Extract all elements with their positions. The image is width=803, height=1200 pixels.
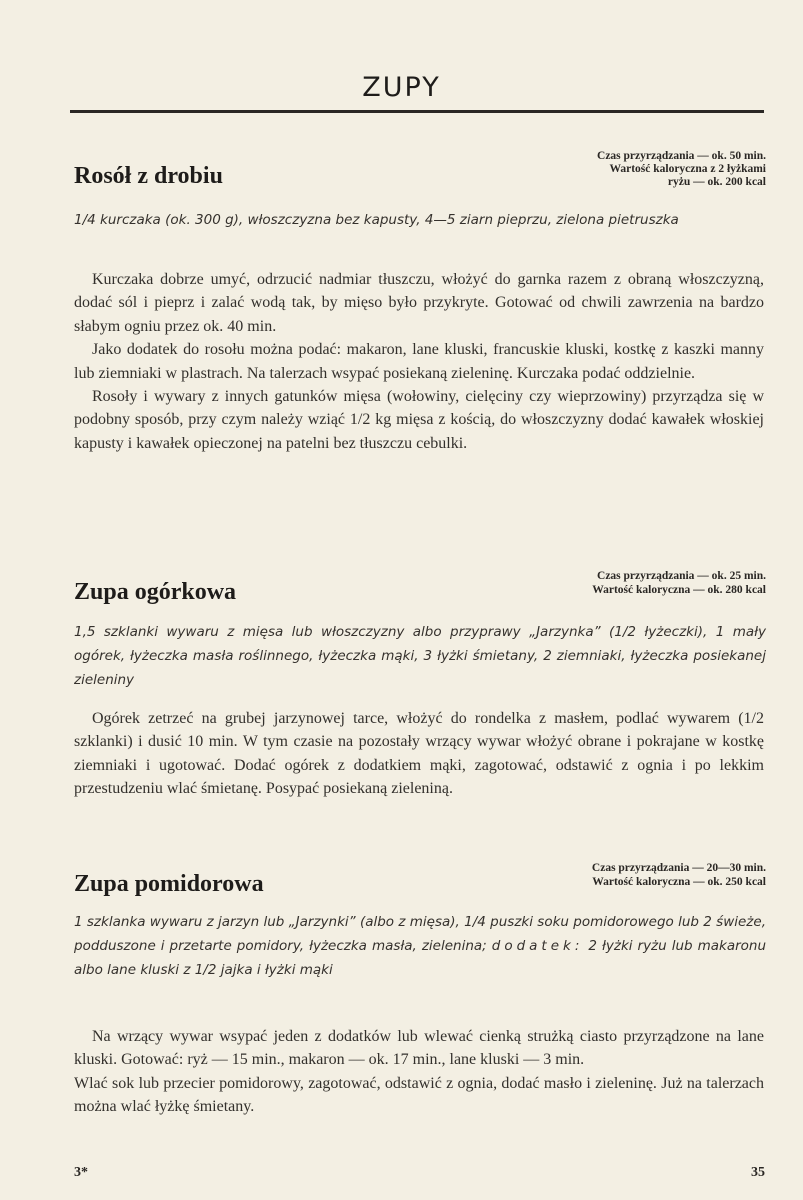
title-divider	[70, 110, 764, 113]
instruction-paragraph: Kurczaka dobrze umyć, odrzucić nadmiar tłuszczu, włożyć do garnka razem z obraną włoszczyzną, dodać sól i pieprz i zalać wodą tak, by mięso było przykryte. Gotować od chwili zawrzenia na bardzo słabym ogniu przez ok. 40 min.	[74, 271, 764, 335]
ingredients-label: dodatek:	[491, 938, 584, 954]
meta-line: Wartość kaloryczna — ok. 250 kcal	[592, 876, 766, 888]
instructions	[74, 1025, 764, 1119]
recipe-header	[74, 566, 766, 612]
instruction-paragraph: Rosoły i wywary z innych gatunków mięsa (wołowiny, cielęciny czy wieprzowiny) przyrządza się w podobny sposób, przy czym należy wziąć 1/2 kg mięsa z kością, do włoszczyzny dodać kawałek włoskiej kapusty i kawałek opieczonej na patelni bez tłuszczu cebulki.	[74, 388, 764, 452]
recipe-header	[74, 858, 766, 904]
ingredients-text: 2 łyżki ryżu lub makaronu albo lane kluski z 1/2 jajka i łyżki mąki	[74, 938, 767, 978]
page-number: 35	[751, 1165, 765, 1180]
recipe-header	[74, 150, 766, 196]
meta-line: Czas przyrządzania — 20—30 min.	[591, 862, 766, 874]
instruction-paragraph: Na wrzący wywar wsypać jeden z dodatków lub wlewać cienką strużką ciasto przyrządzone na lane kluski. Gotować: ryż — 15 min., makaron — ok. 17 min., lane kluski — 3 min.	[74, 1028, 764, 1069]
recipe-title: Zupa pomidorowa	[74, 871, 264, 897]
ingredients-list: 1/4 kurczaka (ok. 300 g), włoszczyzna bez kapusty, 4—5 ziarn pieprzu, zielona pietruszka	[74, 212, 679, 228]
meta-line: Wartość kaloryczna — ok. 280 kcal	[592, 584, 766, 596]
ingredients-text: 1 szklanka wywaru z jarzyn lub „Jarzynki” (albo z mięsa), 1/4 puszki soku pomidorowego lub 2 świeże, podduszone i przetarte pomidory, łyżeczka masła, zielenina;	[74, 914, 766, 954]
recipe-meta	[592, 861, 766, 889]
instructions	[74, 707, 764, 801]
recipe-title: Zupa ogórkowa	[74, 579, 237, 605]
recipe-meta	[597, 150, 766, 189]
instruction-paragraph: Ogórek zetrzeć na grubej jarzynowej tarce, włożyć do rondelka z masłem, podlać wywarem (1/2 szklanki) i dusić 10 min. W tym czasie na pozostały wrzący wywar włożyć obrane i pokrajane w kostkę ziemniaki i ugotować. Dodać ogórek z dodatkiem mąki, zagotować, odstawić z ognia i po lekkim przestudzeniu wlać śmietanę. Posypać posiekaną zieleniną.	[74, 710, 764, 798]
meta-line: Czas przyrządzania — ok. 25 min.	[597, 570, 766, 582]
instructions	[74, 268, 764, 455]
instruction-paragraph: Wlać sok lub przecier pomidorowy, zagotować, odstawić z ognia, dodać masło i zieleninę. Już na talerzach można wlać łyżkę śmietany.	[74, 1074, 764, 1116]
meta-line: Wartość kaloryczna z 2 łyżkami	[609, 163, 766, 175]
meta-line: Czas przyrządzania — ok. 50 min.	[597, 150, 766, 162]
ingredients-list	[74, 910, 766, 982]
page-title: ZUPY	[362, 72, 441, 103]
recipe-meta	[592, 569, 766, 597]
ingredients-list: 1,5 szklanki wywaru z mięsa lub włoszczyzny albo przyprawy „Jarzynka” (1/2 łyżeczki), 1 mały ogórek, łyżeczka masła roślinnego, łyżeczka mąki, 3 łyżki śmietany, 2 ziemniaki, łyżeczka posiekanej zieleniny	[74, 624, 766, 688]
recipe-title: Rosół z drobiu	[74, 163, 223, 189]
instruction-paragraph: Jako dodatek do rosołu można podać: makaron, lane kluski, francuskie kluski, kostkę z kaszki manny lub ziemniaki w plastrach. Na talerzach wsypać posiekaną zieleninę. Kurczaka podać oddzielnie.	[74, 341, 764, 382]
meta-line: ryżu — ok. 200 kcal	[667, 176, 766, 188]
footer-signature-mark: 3*	[74, 1165, 88, 1180]
